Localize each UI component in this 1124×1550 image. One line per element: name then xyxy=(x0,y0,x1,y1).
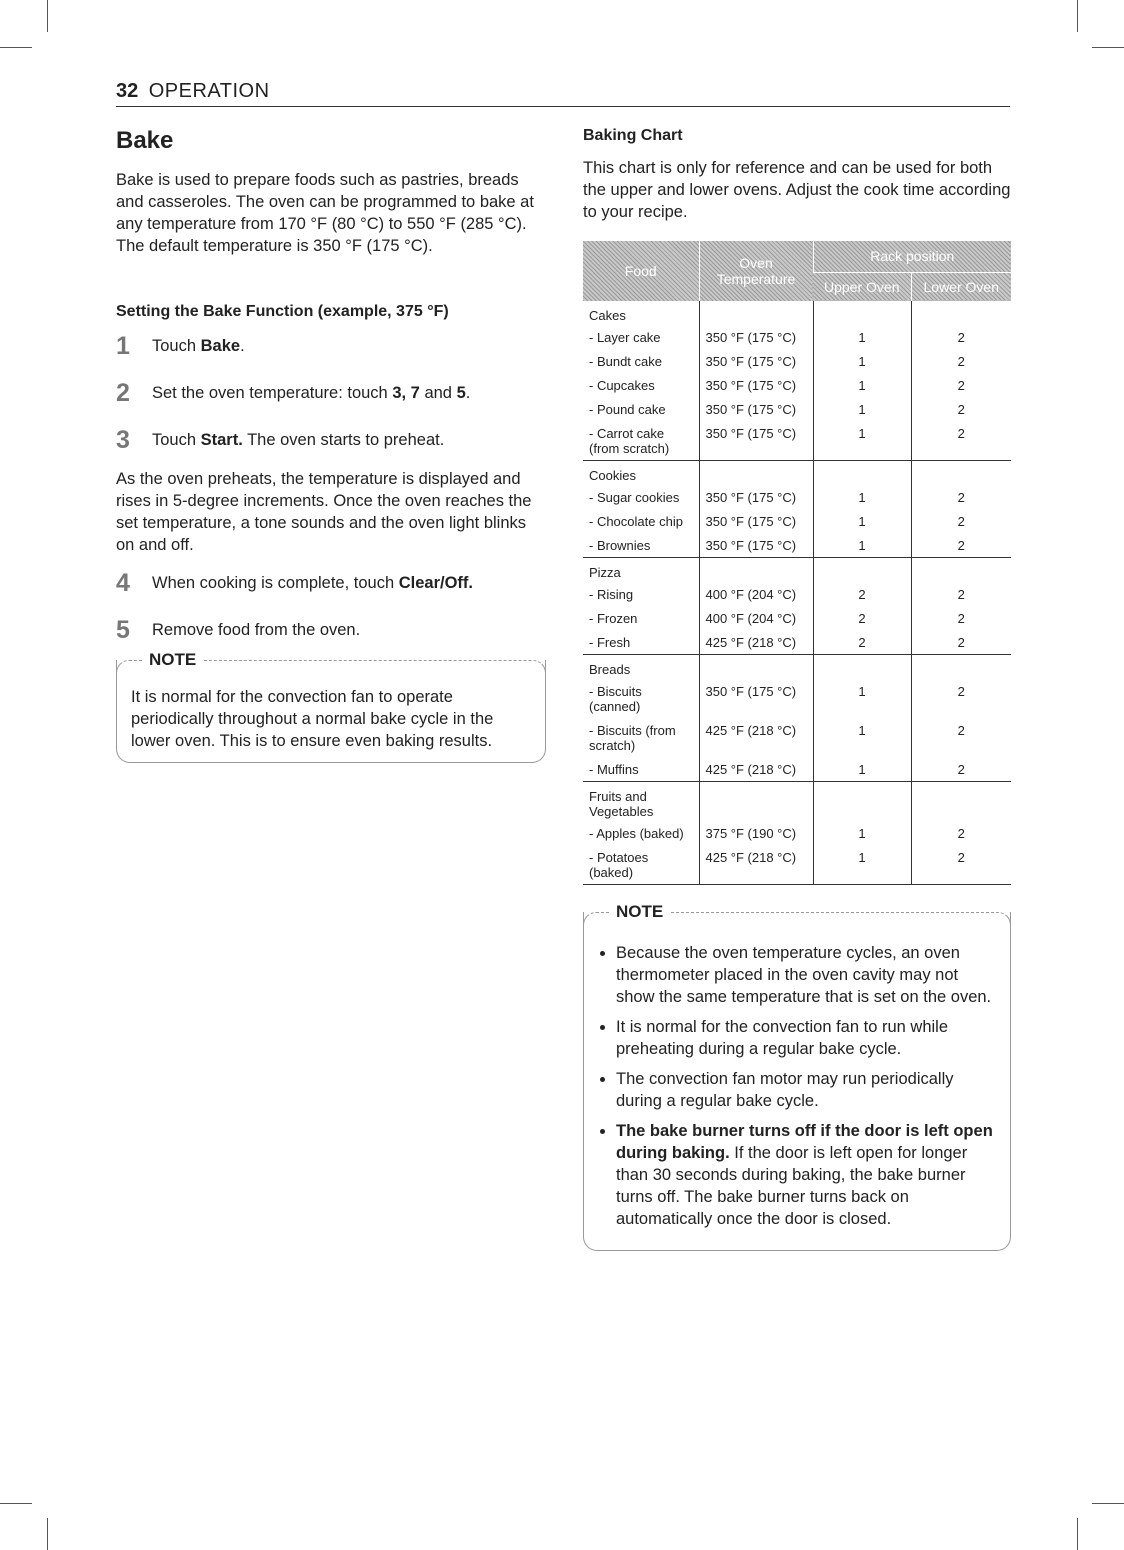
temp-cell: 350 °F (175 °C) xyxy=(699,485,813,509)
step-item xyxy=(116,426,546,454)
group-row xyxy=(583,461,1011,486)
lower-rack-cell: 2 xyxy=(911,325,1011,349)
food-cell: - Biscuits (canned) xyxy=(589,684,642,714)
step-text: Touch Start. The oven starts to preheat. xyxy=(152,431,445,449)
empty-cell xyxy=(699,655,813,680)
temp-cell: 350 °F (175 °C) xyxy=(699,679,813,718)
empty-cell xyxy=(813,782,911,822)
food-cell: - Brownies xyxy=(583,533,699,558)
table-row xyxy=(583,349,1011,373)
temp-cell: 425 °F (218 °C) xyxy=(699,845,813,885)
step-keyword: Clear/Off. xyxy=(398,574,473,592)
page-number: 32 xyxy=(116,80,139,102)
food-cell: - Bundt cake xyxy=(589,354,662,369)
empty-cell xyxy=(813,558,911,583)
temp-cell: 425 °F (218 °C) xyxy=(699,630,813,655)
step-keyword: 5 xyxy=(456,384,466,402)
empty-cell xyxy=(813,655,911,680)
table-row xyxy=(583,509,1011,533)
table-row xyxy=(583,679,1011,718)
lower-rack-cell: 2 xyxy=(911,373,1011,397)
step-text: Touch Bake. xyxy=(152,337,245,355)
upper-rack-cell: 1 xyxy=(813,718,911,757)
group-name: Fruits and Vegetables xyxy=(589,789,654,819)
crop-mark xyxy=(1092,1503,1124,1504)
lower-rack-cell: 2 xyxy=(911,349,1011,373)
group-name: Cookies xyxy=(589,468,636,483)
lower-rack-cell: 2 xyxy=(911,533,1011,558)
step-keyword: 3, 7 xyxy=(392,384,420,402)
group-name: Pizza xyxy=(589,565,621,580)
temp-cell: 350 °F (175 °C) xyxy=(699,349,813,373)
empty-cell xyxy=(813,301,911,325)
empty-cell xyxy=(699,301,813,325)
note-label: NOTE xyxy=(143,650,202,670)
temp-cell: 350 °F (175 °C) xyxy=(699,533,813,558)
food-cell: - Pound cake xyxy=(589,402,666,417)
step-number: 2 xyxy=(116,379,130,407)
step-keyword: Start. xyxy=(200,431,243,449)
table-row xyxy=(583,485,1011,509)
lower-rack-cell: 2 xyxy=(911,757,1011,782)
upper-rack-cell: 1 xyxy=(813,349,911,373)
empty-cell xyxy=(911,782,1011,822)
food-cell: - Frozen xyxy=(589,611,638,626)
setting-heading: Setting the Bake Function (example, 375 °F) xyxy=(116,303,449,320)
header-food: Food xyxy=(583,241,699,301)
temp-cell: 400 °F (204 °C) xyxy=(699,606,813,630)
note-item: • The bake burner turns off if the door is left open during baking. If the door is left open for longer than 30 seconds during baking, the bake burner turns off. The bake burner turns back on automatically once the door is closed. xyxy=(616,1120,998,1230)
lower-rack-cell: 2 xyxy=(911,582,1011,606)
food-cell: - Cupcakes xyxy=(589,378,655,393)
note-box xyxy=(116,650,546,763)
left-column xyxy=(116,127,546,763)
group-name: Cakes xyxy=(589,308,626,323)
note-item: • Because the oven temperature cycles, an oven thermometer placed in the oven cavity may not show the same temperature that is set on the oven. xyxy=(616,942,998,1008)
upper-rack-cell: 1 xyxy=(813,397,911,421)
lower-rack-cell: 2 xyxy=(911,397,1011,421)
right-column xyxy=(583,127,1011,1251)
table-row xyxy=(583,421,1011,461)
intro-text: Bake is used to prepare foods such as pastries, breads and casseroles. The oven can be programmed to bake at any temperature from 170 °F (80 °C) to 550 °F (285 °C). The default temperature is 350 °F (175 °C). xyxy=(116,171,534,255)
header-rack-position: Rack position xyxy=(813,241,1011,272)
table-row xyxy=(583,533,1011,558)
upper-rack-cell: 2 xyxy=(813,606,911,630)
lower-rack-cell: 2 xyxy=(911,606,1011,630)
note-text: It is normal for the convection fan to operate periodically throughout a normal bake cycle in the lower oven. This is to ensure even baking results. xyxy=(131,688,494,750)
step-keyword: Bake xyxy=(200,337,241,355)
step-item xyxy=(116,379,546,407)
upper-rack-cell: 1 xyxy=(813,325,911,349)
empty-cell xyxy=(911,301,1011,325)
step-text: Remove food from the oven. xyxy=(152,621,361,639)
temp-cell: 350 °F (175 °C) xyxy=(699,397,813,421)
upper-rack-cell: 1 xyxy=(813,845,911,885)
header-oven-temp: Oven Temperature xyxy=(699,241,813,301)
step-item xyxy=(116,569,546,597)
step-item xyxy=(116,332,546,360)
chart-heading: Baking Chart xyxy=(583,127,683,144)
food-cell: - Carrot cake (from scratch) xyxy=(583,421,699,461)
step-number: 1 xyxy=(116,332,130,360)
lower-rack-cell: 2 xyxy=(911,509,1011,533)
temp-cell: 350 °F (175 °C) xyxy=(699,421,813,461)
table-row xyxy=(583,821,1011,845)
table-row xyxy=(583,325,1011,349)
step-number: 5 xyxy=(116,616,130,644)
note-box-2 xyxy=(583,902,1011,1251)
group-name: Breads xyxy=(589,662,631,677)
note-bold-text: The bake burner turns off if the door is left open during baking. xyxy=(616,1122,993,1162)
empty-cell xyxy=(911,655,1011,680)
upper-rack-cell: 2 xyxy=(813,582,911,606)
crop-mark xyxy=(1092,47,1124,48)
note-item: • It is normal for the convection fan to run while preheating during a regular bake cycle. xyxy=(616,1016,998,1060)
crop-mark xyxy=(47,1518,48,1550)
group-row xyxy=(583,558,1011,583)
step-text: Set the oven temperature: touch 3, 7 and 5. xyxy=(152,384,471,402)
lower-rack-cell: 2 xyxy=(911,421,1011,461)
lower-rack-cell: 2 xyxy=(911,485,1011,509)
chart-intro: This chart is only for reference and can be used for both the upper and lower ovens. Adjust the cook time according to your recipe. xyxy=(583,159,1011,221)
header-lower-oven: Lower Oven xyxy=(911,272,1011,301)
note-list xyxy=(598,942,998,1230)
upper-rack-cell: 1 xyxy=(813,757,911,782)
step-text: When cooking is complete, touch Clear/Off. xyxy=(152,574,473,592)
baking-chart-table xyxy=(583,241,1011,885)
section-title: OPERATION xyxy=(148,80,270,102)
food-cell: - Potatoes (baked) xyxy=(583,845,699,885)
upper-rack-cell: 1 xyxy=(813,421,911,461)
temp-cell: 350 °F (175 °C) xyxy=(699,373,813,397)
crop-mark xyxy=(1077,0,1078,32)
upper-rack-cell: 1 xyxy=(813,509,911,533)
step-item xyxy=(116,616,546,644)
temp-cell: 350 °F (175 °C) xyxy=(699,325,813,349)
step-number: 4 xyxy=(116,569,130,597)
table-row xyxy=(583,397,1011,421)
empty-cell xyxy=(699,461,813,486)
step-number: 3 xyxy=(116,426,130,454)
page-title: Bake xyxy=(116,127,174,154)
crop-mark xyxy=(1077,1518,1078,1550)
upper-rack-cell: 1 xyxy=(813,533,911,558)
temp-cell: 425 °F (218 °C) xyxy=(699,718,813,757)
table-row xyxy=(583,373,1011,397)
empty-cell xyxy=(911,558,1011,583)
table-row xyxy=(583,718,1011,757)
table-row xyxy=(583,582,1011,606)
lower-rack-cell: 2 xyxy=(911,679,1011,718)
table-row xyxy=(583,606,1011,630)
food-cell: - Muffins xyxy=(583,757,699,782)
lower-rack-cell: 2 xyxy=(911,718,1011,757)
food-cell: - Sugar cookies xyxy=(589,490,680,505)
table-row xyxy=(583,630,1011,655)
lower-rack-cell: 2 xyxy=(911,845,1011,885)
upper-rack-cell: 2 xyxy=(813,630,911,655)
temp-cell: 375 °F (190 °C) xyxy=(699,821,813,845)
empty-cell xyxy=(699,782,813,822)
crop-mark xyxy=(0,47,32,48)
temp-cell: 425 °F (218 °C) xyxy=(699,757,813,782)
lower-rack-cell: 2 xyxy=(911,821,1011,845)
upper-rack-cell: 1 xyxy=(813,821,911,845)
page-header xyxy=(116,80,1010,107)
upper-rack-cell: 1 xyxy=(813,373,911,397)
food-cell: - Fresh xyxy=(583,630,699,655)
upper-rack-cell: 1 xyxy=(813,485,911,509)
temp-cell: 350 °F (175 °C) xyxy=(699,509,813,533)
group-row xyxy=(583,655,1011,680)
food-cell: - Biscuits (from scratch) xyxy=(589,723,676,753)
note-item: • The convection fan motor may run periodically during a regular bake cycle. xyxy=(616,1068,998,1112)
food-cell: - Layer cake xyxy=(589,330,661,345)
group-row xyxy=(583,301,1011,325)
note-label-2: NOTE xyxy=(610,902,669,922)
empty-cell xyxy=(813,461,911,486)
table-row xyxy=(583,757,1011,782)
steps-list-2 xyxy=(116,569,546,644)
empty-cell xyxy=(911,461,1011,486)
food-cell: - Chocolate chip xyxy=(589,514,683,529)
steps-list xyxy=(116,332,546,454)
food-cell: - Apples (baked) xyxy=(589,826,684,841)
food-cell: - Rising xyxy=(589,587,634,602)
preheat-text: As the oven preheats, the temperature is displayed and rises in 5-degree increments. Once the oven reaches the set temperature, a tone sounds and the oven light blinks on and off. xyxy=(116,470,532,554)
header-upper-oven: Upper Oven xyxy=(813,272,911,301)
crop-mark xyxy=(0,1503,32,1504)
group-row xyxy=(583,782,1011,822)
temp-cell: 400 °F (204 °C) xyxy=(699,582,813,606)
lower-rack-cell: 2 xyxy=(911,630,1011,655)
empty-cell xyxy=(699,558,813,583)
chart-body xyxy=(583,301,1011,885)
crop-mark xyxy=(47,0,48,32)
table-row xyxy=(583,845,1011,885)
upper-rack-cell: 1 xyxy=(813,679,911,718)
